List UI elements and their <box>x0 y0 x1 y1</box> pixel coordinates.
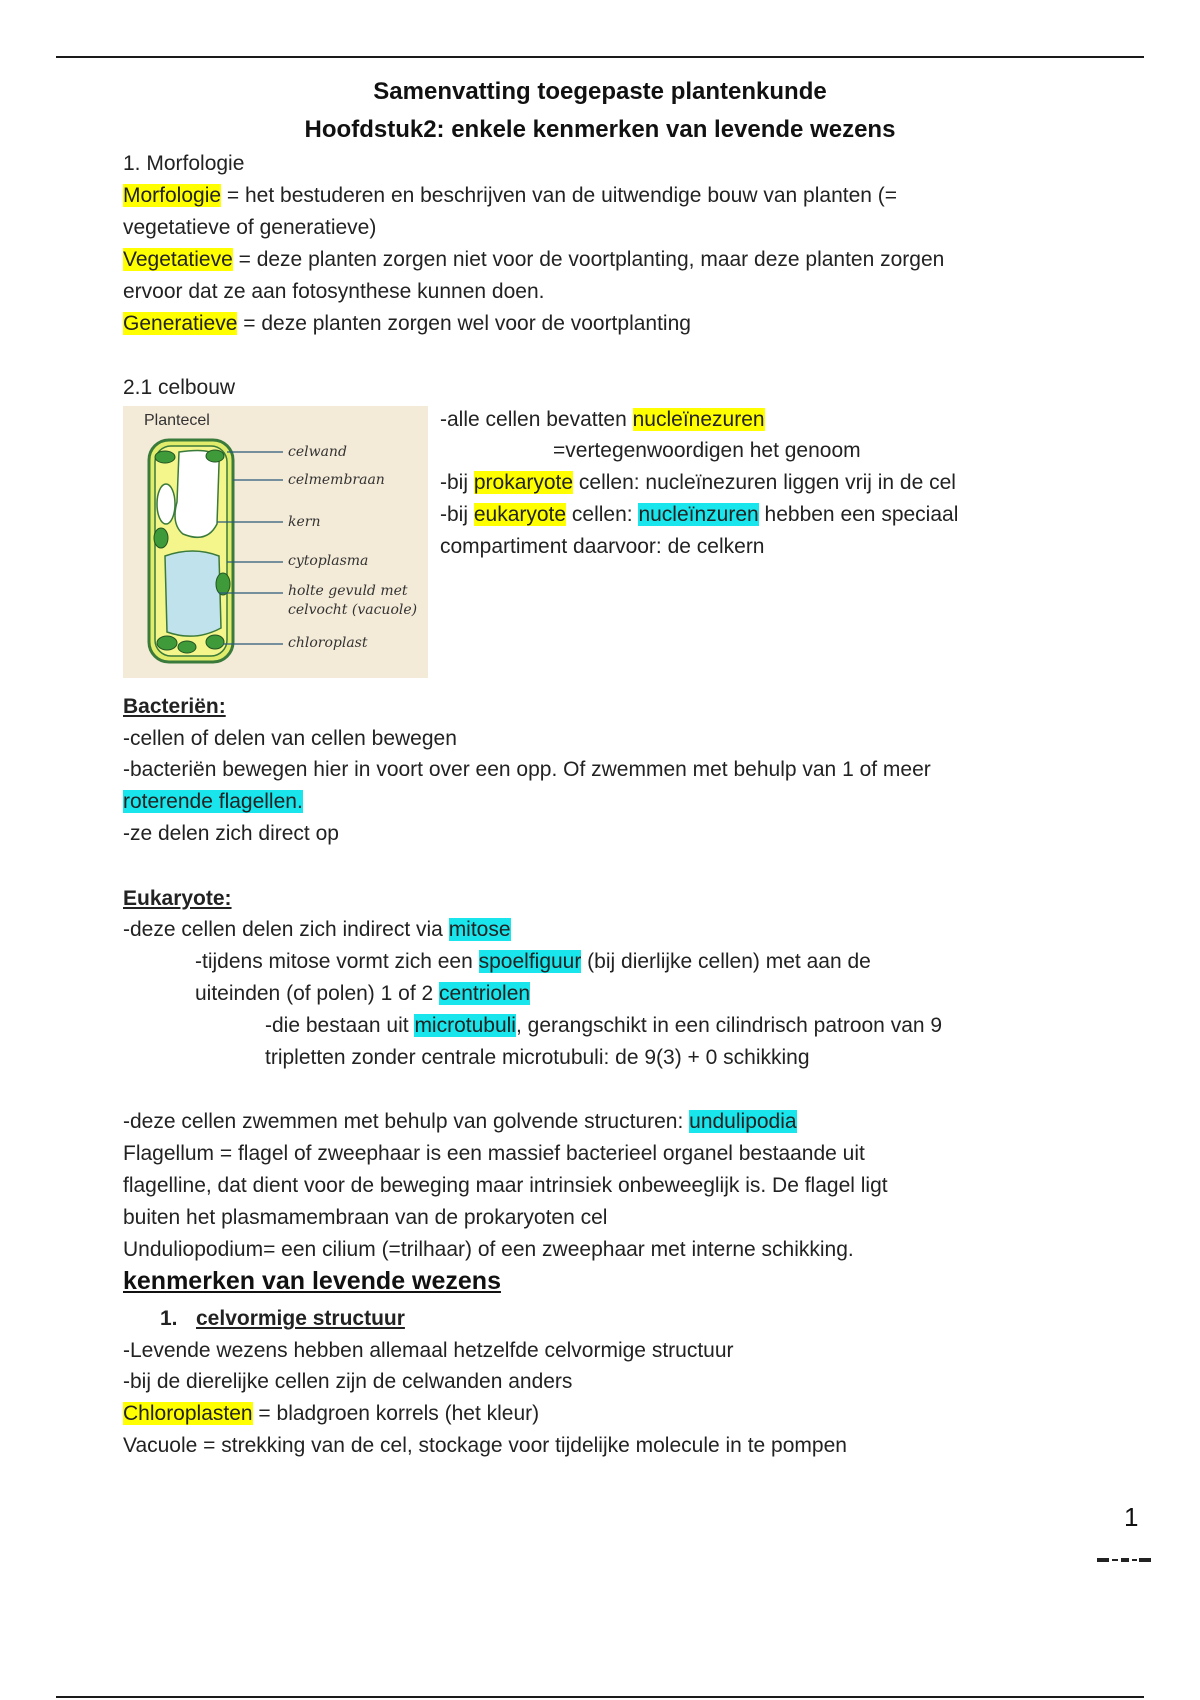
term-microtubuli: microtubuli <box>414 1014 516 1037</box>
subheading-number: 1. <box>160 1307 178 1330</box>
subheading-celvormige-structuur: celvormige structuur <box>196 1307 405 1330</box>
definition-vegetatieve-cont: ervoor dat ze aan fotosynthese kunnen doen. <box>123 280 545 303</box>
label-vacuole: celvocht (vacuole) <box>288 602 418 618</box>
section-heading-kenmerken: kenmerken van levende wezens <box>123 1267 501 1295</box>
bacterien-line-2: -bacteriën bewegen hier in voort over een opp. Of zwemmen met behulp van 1 of meer <box>123 758 931 781</box>
term-nucleinezuren: nucleïnezuren <box>632 408 765 431</box>
definition-generatieve: Generatieve = deze planten zorgen wel voor de voortplanting <box>123 312 691 335</box>
term-eukaryote: eukaryote <box>473 503 567 526</box>
label-celwand: celwand <box>288 444 347 460</box>
bottom-rule <box>56 1696 1144 1698</box>
term-prokaryote: prokaryote <box>473 471 574 494</box>
kenmerken-line-4: Vacuole = strekking van de cel, stockage voor tijdelijke molecule in te pompen <box>123 1434 847 1457</box>
label-celmembraan: celmembraan <box>288 472 385 488</box>
celbouw-line-3: -bij prokaryote cellen: nucleïnezuren liggen vrij in de cel <box>440 471 956 494</box>
section-heading-morfologie: 1. Morfologie <box>123 152 245 175</box>
kenmerken-line-1: -Levende wezens hebben allemaal hetzelfde celvormige structuur <box>123 1339 734 1362</box>
label-chloroplast: chloroplast <box>288 635 368 651</box>
top-rule <box>56 56 1144 58</box>
plant-cell-diagram <box>123 406 428 678</box>
definition-morfologie-cont: vegetatieve of generatieve) <box>123 216 377 239</box>
eukaryote-line-3: uiteinden (of polen) 1 of 2 centriolen <box>195 982 531 1005</box>
term-vegetatieve: Vegetatieve <box>123 248 233 271</box>
bacterien-line-4: -ze delen zich direct op <box>123 822 339 845</box>
eukaryote-line-10: Unduliopodium= een cilium (=trilhaar) of een zweephaar met interne schikking. <box>123 1238 854 1261</box>
eukaryote-line-2: -tijdens mitose vormt zich een spoelfiguur (bij dierlijke cellen) met aan de <box>195 950 871 973</box>
eukaryote-line-9: buiten het plasmamembraan van de prokaryoten cel <box>123 1206 608 1229</box>
term-nucleinzuren: nucleïnzuren <box>638 503 759 526</box>
term-undulipodia: undulipodia <box>689 1110 797 1133</box>
term-centriolen: centriolen <box>439 982 531 1005</box>
bacterien-line-1: -cellen of delen van cellen bewegen <box>123 727 457 750</box>
eukaryote-line-5: tripletten zonder centrale microtubuli: de 9(3) + 0 schikking <box>265 1046 810 1069</box>
document-title: Samenvatting toegepaste plantenkunde <box>373 78 827 105</box>
section-heading-celbouw: 2.1 celbouw <box>123 376 236 399</box>
eukaryote-line-7: Flagellum = flagel of zweephaar is een massief bacterieel organel bestaande uit <box>123 1142 865 1165</box>
term-roterende-flagellen: roterende flagellen. <box>123 790 303 813</box>
term-morfologie: Morfologie <box>123 184 222 207</box>
eukaryote-line-1: -deze cellen delen zich indirect via mitose <box>123 918 511 941</box>
celbouw-line-4: -bij eukaryote cellen: nucleïnzuren hebben een speciaal <box>440 503 959 526</box>
chapter-title: Hoofdstuk2: enkele kenmerken van levende wezens <box>304 116 896 143</box>
definition-vegetatieve: Vegetatieve = deze planten zorgen niet voor de voortplanting, maar deze planten zorgen <box>123 248 945 271</box>
label-kern: kern <box>288 514 321 530</box>
term-spoelfiguur: spoelfiguur <box>478 950 582 973</box>
page-number: 1 <box>1124 1502 1139 1532</box>
kenmerken-line-3: Chloroplasten = bladgroen korrels (het kleur) <box>123 1402 540 1425</box>
kenmerken-line-2: -bij de dierelijke cellen zijn de celwanden anders <box>123 1370 573 1393</box>
celbouw-line-5: compartiment daarvoor: de celkern <box>440 535 765 558</box>
term-mitose: mitose <box>448 918 511 941</box>
figure-title: Plantecel <box>144 412 210 429</box>
definition-morfologie: Morfologie = het bestuderen en beschrijven van de uitwendige bouw van planten (= <box>123 184 898 207</box>
section-heading-bacterien: Bacteriën: <box>123 695 226 718</box>
label-holte: holte gevuld met <box>288 583 408 599</box>
eukaryote-line-8: flagelline, dat dient voor de beweging maar intrinsiek onbeweeglijk is. De flagel ligt <box>123 1174 888 1197</box>
eukaryote-line-6: -deze cellen zwemmen met behulp van golvende structuren: undulipodia <box>123 1110 797 1133</box>
section-heading-eukaryote: Eukaryote: <box>123 887 232 910</box>
celbouw-line-1: -alle cellen bevatten nucleïnezuren <box>440 408 765 431</box>
term-generatieve: Generatieve <box>123 312 238 335</box>
label-cytoplasma: cytoplasma <box>288 553 369 569</box>
plant-cell-figure <box>123 406 428 678</box>
eukaryote-line-4: -die bestaan uit microtubuli, gerangschikt in een cilindrisch patroon van 9 <box>265 1014 943 1037</box>
term-chloroplasten: Chloroplasten <box>123 1402 253 1425</box>
bacterien-line-3 <box>123 787 303 817</box>
footer-mark-icon <box>1097 1557 1151 1563</box>
celbouw-line-2: =vertegenwoordigen het genoom <box>553 439 861 462</box>
